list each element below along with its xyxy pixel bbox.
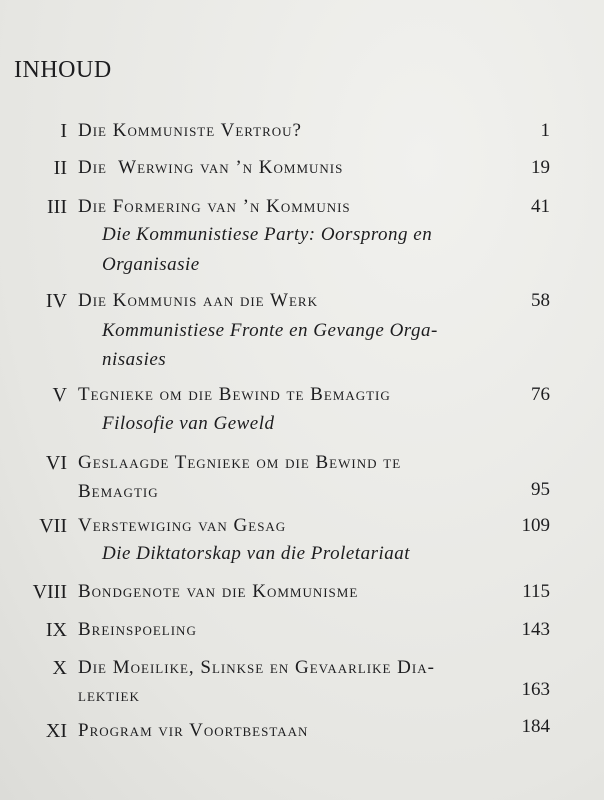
chapter-title: Program vir Voortbestaan xyxy=(78,720,309,741)
chapter-title-line: Bemagtig xyxy=(78,481,159,502)
page-number: 58 xyxy=(531,290,550,311)
page-number: 163 xyxy=(521,679,550,700)
chapter-number: VII xyxy=(39,515,67,537)
chapter-number: XI xyxy=(45,720,67,742)
chapter-title-line: Geslaagde Tegnieke om die Bewind te xyxy=(78,452,402,473)
chapter-number: II xyxy=(53,157,67,179)
page-number: 184 xyxy=(521,716,550,737)
chapter-title: Die Formering van ’n Kommunis xyxy=(78,196,351,217)
chapter-title: Die Werwing van ’n Kommunis xyxy=(78,157,344,178)
chapter-subtitle-line: nisasies xyxy=(102,349,167,370)
chapter-title: Bondgenote van die Kommunisme xyxy=(78,581,359,602)
chapter-number: I xyxy=(60,120,67,142)
page-number: 95 xyxy=(531,479,550,500)
chapter-number: IX xyxy=(45,619,67,641)
page-number: 19 xyxy=(531,157,550,178)
chapter-number: VI xyxy=(45,452,67,474)
chapter-title: Tegnieke om die Bewind te Bemagtig xyxy=(78,384,391,405)
page-number: 76 xyxy=(531,384,550,405)
chapter-title: Verstewiging van Gesag xyxy=(78,515,287,536)
chapter-subtitle-line: Organisasie xyxy=(102,254,200,275)
chapter-title-line: Die Moeilike, Slinkse en Gevaarlike Dia- xyxy=(78,657,435,678)
page-number: 41 xyxy=(531,196,550,217)
chapter-subtitle-line: Kommunistiese Fronte en Gevange Orga- xyxy=(102,320,438,341)
page-number: 1 xyxy=(540,120,550,141)
chapter-title: Die Kommunis aan die Werk xyxy=(78,290,318,311)
chapter-number: III xyxy=(47,196,67,218)
chapter-subtitle-line: Die Kommunistiese Party: Oorsprong en xyxy=(102,224,433,245)
chapter-subtitle-line: Die Diktatorskap van die Proletariaat xyxy=(102,543,411,564)
page-title: INHOUD xyxy=(14,57,112,83)
chapter-title: Die Kommuniste Vertrou? xyxy=(78,120,302,141)
chapter-number: VIII xyxy=(32,581,67,603)
page-number: 143 xyxy=(521,619,550,640)
page-number: 115 xyxy=(522,581,550,602)
chapter-number: IV xyxy=(45,290,67,312)
chapter-number: X xyxy=(52,657,67,679)
page-number: 109 xyxy=(521,515,550,536)
chapter-title: Breinspoeling xyxy=(78,619,197,640)
chapter-number: V xyxy=(52,384,67,406)
chapter-subtitle-line: Filosofie van Geweld xyxy=(102,413,275,434)
chapter-title-line: lektiek xyxy=(78,685,140,706)
